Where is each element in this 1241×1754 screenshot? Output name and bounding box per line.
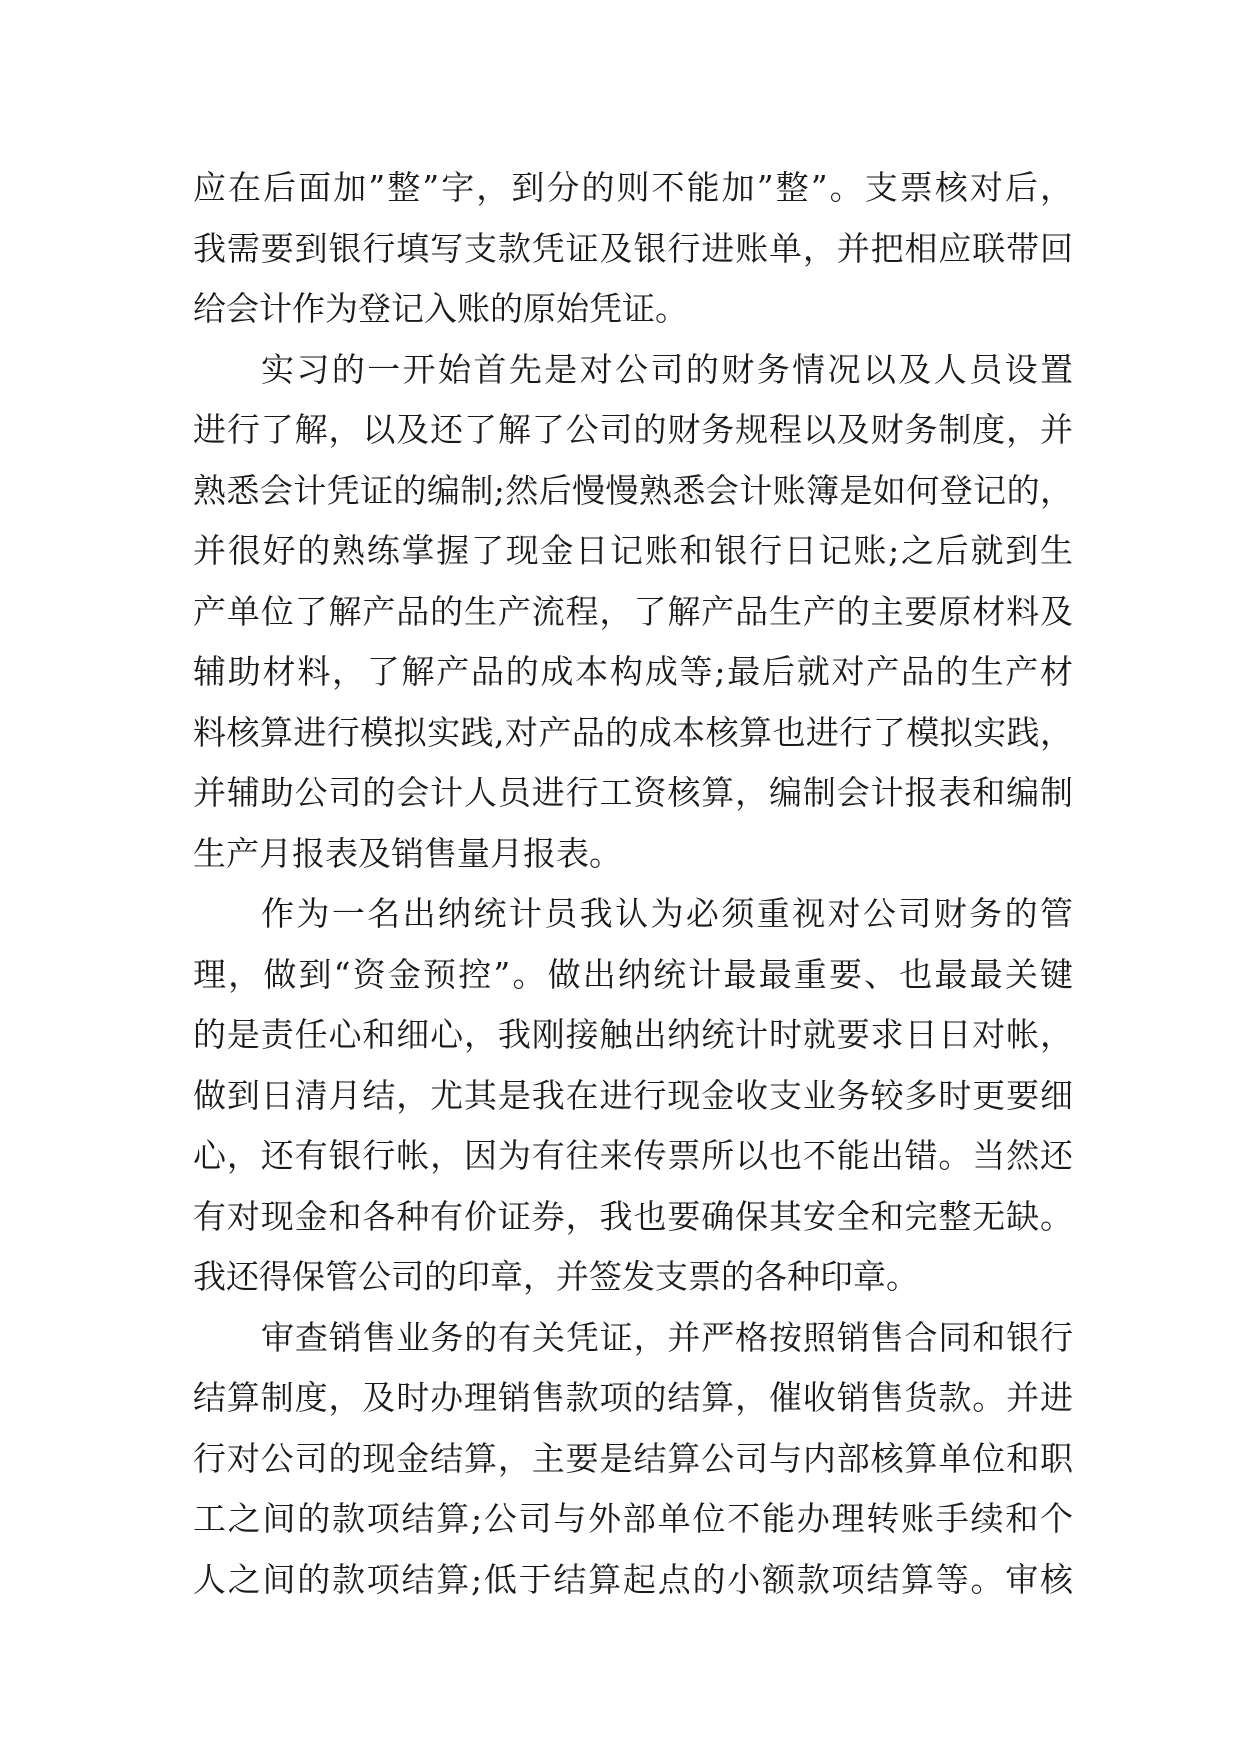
text-line: 做到日清月结，尤其是我在进行现金收支业务较多时更要细 [193,1075,1073,1115]
text-line: 产单位了解产品的生产流程，了解产品生产的主要原材料及 [193,591,1073,631]
text-line: 并很好的熟练掌握了现金日记账和银行日记账;之后就到生 [193,531,1073,570]
paragraph-first-line: 作为一名出纳统计员我认为必须重视对公司财务的管 [261,894,1073,933]
text-line: 心，还有银行帐，因为有往来传票所以也不能出错。当然还 [193,1136,1073,1175]
text-line: 进行了解，以及还了解了公司的财务规程以及财务制度，并 [193,410,1073,449]
paragraph-first-line: 实习的一开始首先是对公司的财务情况以及人员设置 [261,349,1073,389]
text-line: 理，做到“资金预控”。做出纳统计最最重要、也最最关键 [193,954,1073,994]
text-line: 结算制度，及时办理销售款项的结算，催收销售货款。并进 [193,1378,1073,1417]
text-line: 生产月报表及销售量月报表。 [193,833,622,873]
text-line: 有对现金和各种有价证券，我也要确保其安全和完整无缺。 [193,1196,1073,1236]
document-body [193,158,1073,1610]
text-line: 并辅助公司的会计人员进行工资核算，编制会计报表和编制 [193,773,1073,812]
text-line: 人之间的款项结算;低于结算起点的小额款项结算等。审核 [193,1559,1073,1599]
text-line: 工之间的款项结算;公司与外部单位不能办理转账手续和个 [193,1499,1073,1538]
text-line: 的是责任心和细心，我刚接触出纳统计时就要求日日对帐， [193,1015,1073,1054]
text-line: 给会计作为登记入账的原始凭证。 [193,289,688,328]
text-line: 熟悉会计凭证的编制;然后慢慢熟悉会计账簿是如何登记的， [193,470,1073,510]
text-line: 料核算进行模拟实践,对产品的成本核算也进行了模拟实践， [193,712,1073,752]
text-line: 行对公司的现金结算，主要是结算公司与内部核算单位和职 [193,1438,1073,1478]
paragraph-first-line: 审查销售业务的有关凭证，并严格按照销售合同和银行 [261,1317,1073,1357]
text-line: 我需要到银行填写支款凭证及银行进账单，并把相应联带回 [193,228,1073,268]
text-line: 辅助材料，了解产品的成本构成等;最后就对产品的生产材 [193,652,1073,691]
text-line: 应在后面加”整”字，到分的则不能加”整”。支票核对后， [193,168,1073,207]
text-line: 我还得保管公司的印章，并签发支票的各种印章。 [193,1257,919,1296]
